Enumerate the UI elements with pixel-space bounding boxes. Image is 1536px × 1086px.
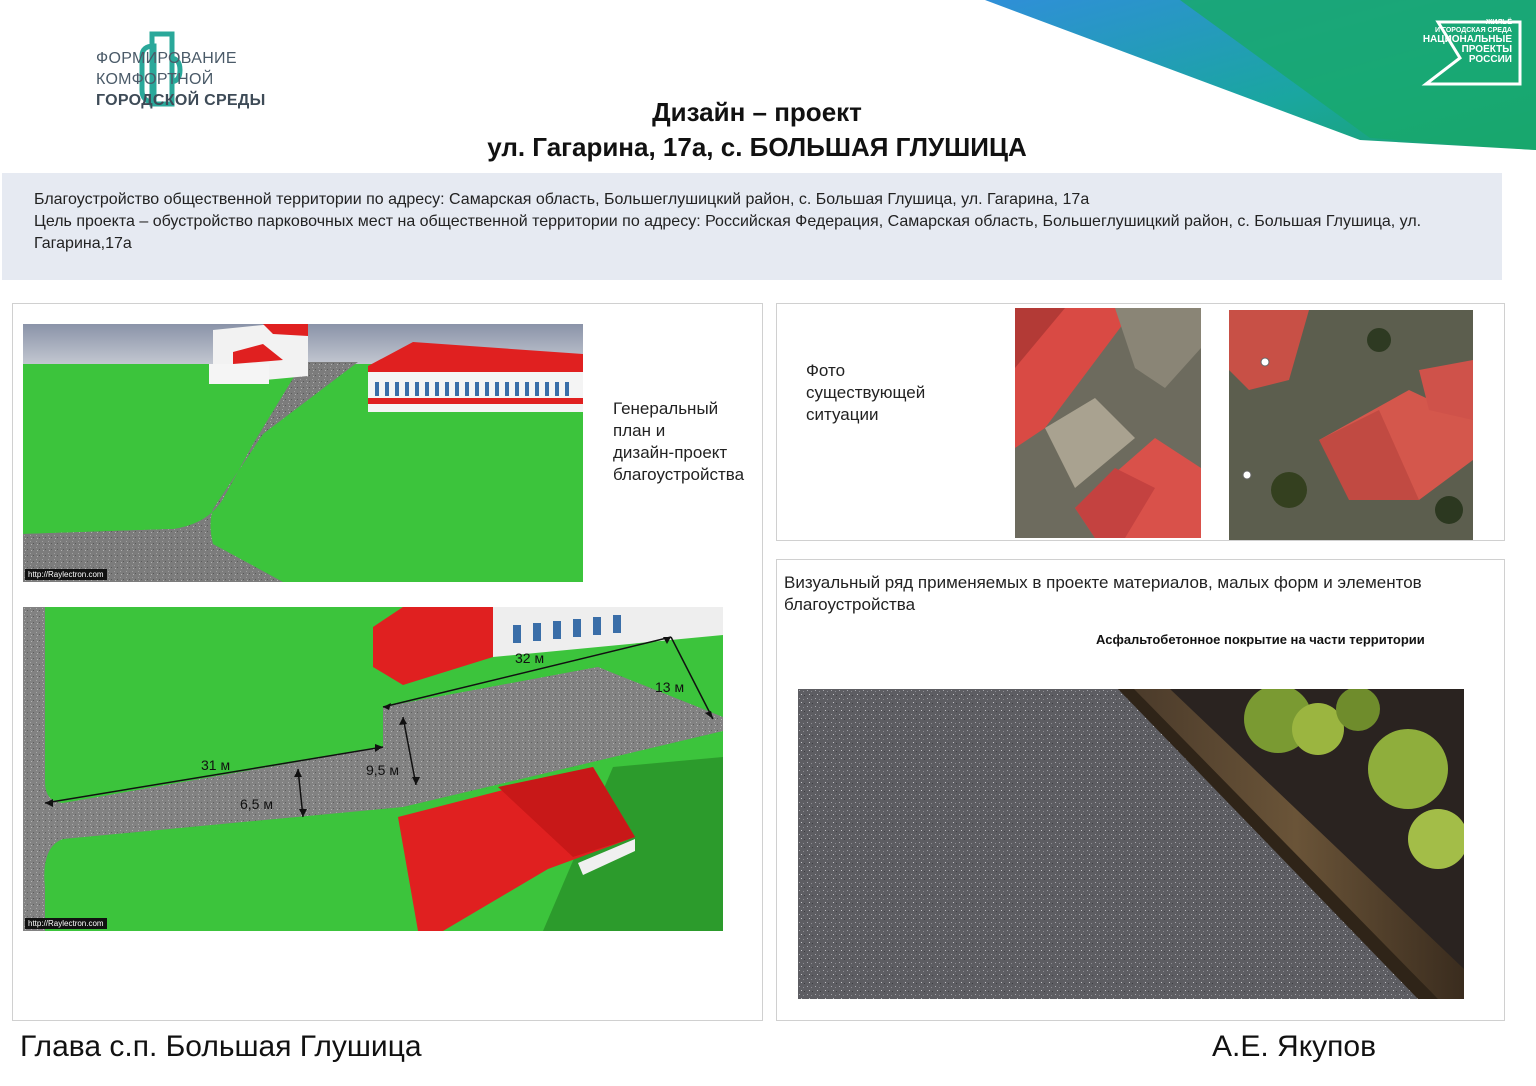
master-plan-label-2: план и bbox=[613, 421, 666, 440]
building-left bbox=[209, 324, 308, 384]
photo-label-2: существующей bbox=[806, 383, 926, 402]
footer-position: Глава с.п. Большая Глушица bbox=[20, 1030, 422, 1063]
dim-31m: 31 м bbox=[201, 757, 231, 773]
np-big-2: ПРОЕКТЫ bbox=[1461, 44, 1512, 55]
logo-line-2: КОМФОРТНОЙ bbox=[96, 71, 214, 88]
aerial-photo-1 bbox=[1015, 308, 1201, 538]
logo-line-1: ФОРМИРОВАНИЕ bbox=[96, 50, 237, 67]
photo-label-1: Фото bbox=[806, 361, 846, 380]
national-projects-text bbox=[1423, 19, 1512, 65]
master-plan-label-3: дизайн-проект bbox=[613, 443, 728, 462]
np-small-1: ЖИЛЬЁ bbox=[1486, 19, 1512, 26]
asphalt-photo bbox=[798, 689, 1464, 999]
logo-line-3: ГОРОДСКОЙ СРЕДЫ bbox=[96, 92, 266, 109]
master-plan-label bbox=[613, 398, 744, 486]
building-right bbox=[368, 342, 583, 412]
render-watermark-2: http://Raylectron.com bbox=[25, 918, 107, 929]
dim-9-5m: 9,5 м bbox=[366, 762, 399, 778]
render-perspective-image bbox=[23, 324, 583, 582]
dim-32m: 32 м bbox=[515, 650, 545, 666]
np-big-1: НАЦИОНАЛЬНЫЕ bbox=[1422, 34, 1512, 45]
dim-13m: 13 м bbox=[655, 679, 685, 695]
existing-photo-label bbox=[806, 360, 925, 426]
asphalt-caption: Асфальтобетонное покрытие на части территории bbox=[1096, 632, 1425, 647]
np-small-2: И ГОРОДСКАЯ СРЕДА bbox=[1434, 27, 1512, 34]
footer-name: А.Е. Якупов bbox=[1212, 1030, 1377, 1063]
photo-label-3: ситуации bbox=[806, 405, 879, 424]
info-line-2: Цель проекта – обустройство парковочных мест на общественной территории по адресу: Российская Федерация, Самарская область, Большеглушицкий район, с. Большая Глушица, ул. Гагарина,17а bbox=[34, 213, 1422, 252]
render-top-view-image bbox=[23, 607, 723, 931]
materials-description: Визуальный ряд применяемых в проекте материалов, малых форм и элементов благоустройства bbox=[784, 573, 1422, 614]
render-watermark-1: http://Raylectron.com bbox=[25, 569, 107, 580]
dim-6-5m: 6,5 м bbox=[240, 796, 273, 812]
page-title: Дизайн – проект bbox=[652, 97, 862, 127]
page-subtitle: ул. Гагарина, 17а, с. БОЛЬШАЯ ГЛУШИЦА bbox=[487, 132, 1027, 162]
master-plan-label-1: Генеральный bbox=[613, 399, 719, 418]
info-line-1: Благоустройство общественной территории по адресу: Самарская область, Большеглушицкий район, с. Большая Глушица, ул. Гагарина, 17а bbox=[34, 191, 1090, 208]
project-info-box bbox=[2, 173, 1502, 280]
aerial-photo-2 bbox=[1229, 310, 1473, 540]
master-plan-label-4: благоустройства bbox=[613, 465, 745, 484]
np-big-3: РОССИИ bbox=[1468, 54, 1512, 65]
